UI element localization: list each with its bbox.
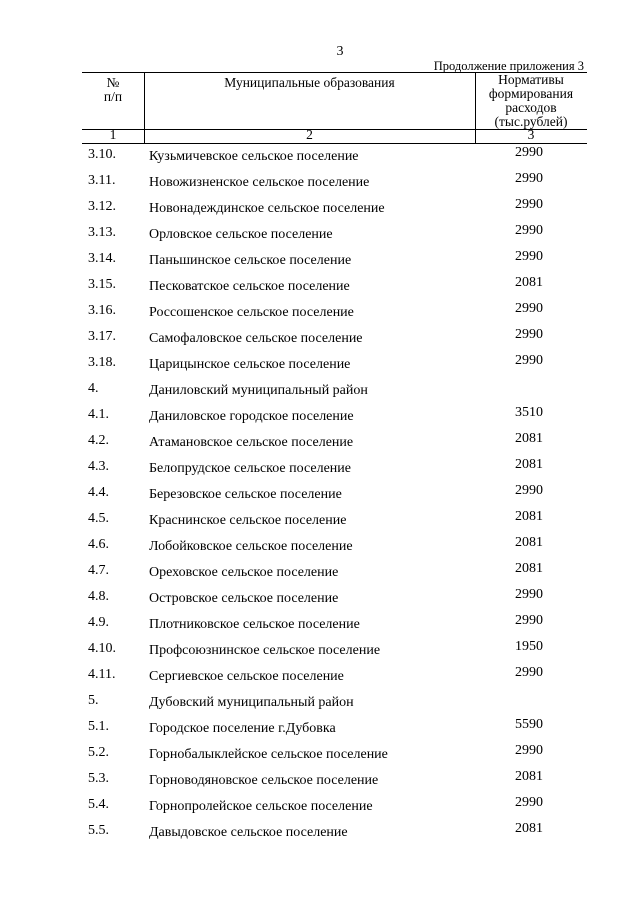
row-value: 2081: [515, 431, 543, 446]
row-number: 4.10.: [88, 641, 116, 656]
row-value: 2081: [515, 275, 543, 290]
row-municipality: Песковатское сельское поселение: [149, 279, 350, 294]
row-number: 4.2.: [88, 433, 109, 448]
table-row: [0, 715, 640, 741]
row-value: 2990: [515, 301, 543, 316]
row-number: 4.11.: [88, 667, 116, 682]
row-value: 2990: [515, 613, 543, 628]
row-number: 5.3.: [88, 771, 109, 786]
header-col-norms: Нормативы формирования расходов (тыс.рублей): [488, 72, 574, 129]
row-number: 3.12.: [88, 199, 116, 214]
header-index-3: 3: [527, 127, 535, 142]
table-row: [0, 429, 640, 455]
row-municipality: Паньшинское сельское поселение: [149, 253, 352, 268]
row-number: 3.14.: [88, 251, 116, 266]
row-number: 3.13.: [88, 225, 116, 240]
table-row: [0, 403, 640, 429]
row-value: 2081: [515, 769, 543, 784]
row-municipality: Сергиевское сельское поселение: [149, 669, 344, 684]
row-value: 2081: [515, 509, 543, 524]
row-number: 4.1.: [88, 407, 109, 422]
header-col-municipality: Муниципальные образования: [224, 75, 395, 90]
table-row: [0, 741, 640, 767]
table-row: [0, 689, 640, 715]
row-value: 2081: [515, 457, 543, 472]
table-body: [0, 143, 640, 845]
page-number: 3: [336, 44, 344, 59]
row-value: 2081: [515, 561, 543, 576]
table-row: [0, 507, 640, 533]
header-index-1: 1: [109, 127, 117, 142]
row-value: 2990: [515, 795, 543, 810]
header-col-number: № п/п: [103, 75, 123, 104]
row-municipality: Кузьмичевское сельское поселение: [149, 149, 359, 164]
table-row: [0, 351, 640, 377]
row-number: 5.2.: [88, 745, 109, 760]
row-number: 4.: [88, 381, 99, 396]
table-row: [0, 169, 640, 195]
row-value: 2990: [515, 327, 543, 342]
table-row: [0, 559, 640, 585]
table-row: [0, 455, 640, 481]
row-number: 3.15.: [88, 277, 116, 292]
row-value: 2990: [515, 483, 543, 498]
row-value: 2990: [515, 223, 543, 238]
row-municipality: Лобойковское сельское поселение: [149, 539, 353, 554]
row-number: 4.5.: [88, 511, 109, 526]
row-number: 4.6.: [88, 537, 109, 552]
table-row: [0, 585, 640, 611]
row-municipality: Городское поселение г.Дубовка: [149, 721, 336, 736]
row-municipality: Горнопролейское сельское поселение: [149, 799, 373, 814]
row-municipality: Атамановское сельское поселение: [149, 435, 354, 450]
row-municipality: Дубовский муниципальный район: [149, 695, 354, 710]
row-value: 3510: [515, 405, 543, 420]
row-value: 1950: [515, 639, 543, 654]
table-row: [0, 637, 640, 663]
row-value: 2990: [515, 665, 543, 680]
table-row: [0, 221, 640, 247]
row-municipality: Россошенское сельское поселение: [149, 305, 354, 320]
table-row: [0, 793, 640, 819]
row-municipality: Белопрудское сельское поселение: [149, 461, 351, 476]
row-number: 3.18.: [88, 355, 116, 370]
table-row: [0, 195, 640, 221]
row-number: 5.: [88, 693, 99, 708]
row-value: 2990: [515, 171, 543, 186]
row-number: 3.17.: [88, 329, 116, 344]
row-number: 4.4.: [88, 485, 109, 500]
row-value: 2990: [515, 197, 543, 212]
row-number: 5.5.: [88, 823, 109, 838]
row-municipality: Островское сельское поселение: [149, 591, 339, 606]
row-municipality: Березовское сельское поселение: [149, 487, 342, 502]
row-municipality: Горноводяновское сельское поселение: [149, 773, 379, 788]
table-row: [0, 247, 640, 273]
table-row: [0, 273, 640, 299]
table-row: [0, 377, 640, 403]
row-municipality: Горнобалыклейское сельское поселение: [149, 747, 388, 762]
row-value: 2081: [515, 535, 543, 550]
header-index-2: 2: [306, 127, 313, 142]
row-value: 2081: [515, 821, 543, 836]
table-row: [0, 819, 640, 845]
table-row: [0, 143, 640, 169]
row-value: 2990: [515, 353, 543, 368]
table-row: [0, 663, 640, 689]
row-municipality: Плотниковское сельское поселение: [149, 617, 360, 632]
row-municipality: Профсоюзнинское сельское поселение: [149, 643, 381, 658]
row-municipality: Царицынское сельское поселение: [149, 357, 351, 372]
row-value: 2990: [515, 249, 543, 264]
row-value: 2990: [515, 743, 543, 758]
row-number: 3.11.: [88, 173, 116, 188]
row-number: 4.3.: [88, 459, 109, 474]
row-number: 4.9.: [88, 615, 109, 630]
continuation-note: Продолжение приложения 3: [433, 59, 584, 73]
row-number: 5.1.: [88, 719, 109, 734]
table-row: [0, 767, 640, 793]
row-municipality: Ореховское сельское поселение: [149, 565, 339, 580]
row-municipality: Даниловский муниципальный район: [149, 383, 368, 398]
row-number: 3.10.: [88, 147, 116, 162]
row-municipality: Орловское сельское поселение: [149, 227, 333, 242]
table-row: [0, 299, 640, 325]
row-municipality: Самофаловское сельское поселение: [149, 331, 363, 346]
row-value: 2990: [515, 145, 543, 160]
table-row: [0, 533, 640, 559]
row-municipality: Даниловское городское поселение: [149, 409, 354, 424]
row-value: 5590: [515, 717, 543, 732]
table-row: [0, 481, 640, 507]
row-number: 4.8.: [88, 589, 109, 604]
row-number: 5.4.: [88, 797, 109, 812]
table-row: [0, 325, 640, 351]
table-row: [0, 611, 640, 637]
row-municipality: Краснинское сельское поселение: [149, 513, 347, 528]
row-municipality: Новожизненское сельское поселение: [149, 175, 370, 190]
row-municipality: Новонадеждинское сельское поселение: [149, 201, 385, 216]
row-value: 2990: [515, 587, 543, 602]
row-number: 4.7.: [88, 563, 109, 578]
row-number: 3.16.: [88, 303, 116, 318]
table-header: [82, 72, 587, 144]
row-municipality: Давыдовское сельское поселение: [149, 825, 348, 840]
